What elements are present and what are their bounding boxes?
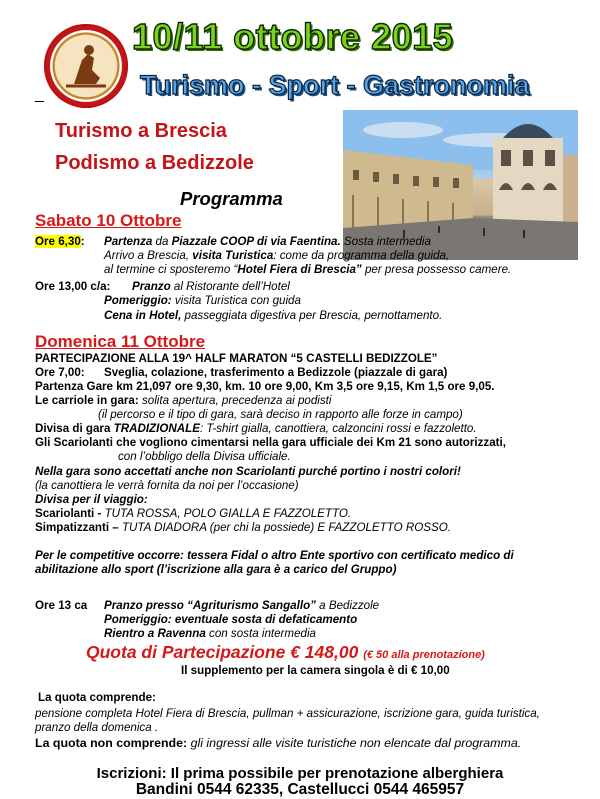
dom-line-4: Le carriole in gara: solita apertura, precedenza ai podisti (35, 394, 332, 407)
excludes-line: La quota non comprende: gli ingressi alle visite turistiche non elencate dal programma. (35, 736, 522, 750)
sabato-row-4: Pranzo al Ristorante dell’Hotel (132, 280, 290, 293)
event-date-title: 10/11 ottobre 2015 (132, 16, 454, 57)
dom-line-16-time: Ore 13 ca (35, 599, 88, 612)
dom-line-2-time: Ore 7,00: (35, 366, 85, 379)
dom-line-14: Per le competitive occorre: tessera Fidal o altro Ente sportivo con certificato medico di (35, 549, 514, 562)
dom-line-3: Partenza Gare km 21,097 ore 9,30, km. 10 ore 9,00, Km 3,5 ore 9,15, Km 1,5 ore 9,05. (35, 380, 495, 393)
programma-heading: Programma (180, 188, 283, 209)
quota-partecipazione: Quota di Partecipazione € 148,00 (€ 50 alla prenotazione) (86, 642, 485, 662)
sabato-row-6: Cena in Hotel, passeggiata digestiva per Brescia, pernottamento. (104, 309, 443, 322)
sabato-row-5: Pomeriggio: visita Turistica con guida (104, 294, 301, 307)
dom-line-17: Pomeriggio: eventuale sosta di defaticamento (104, 613, 358, 626)
dom-line-8: con l’obbligo della Divisa ufficiale. (118, 450, 291, 463)
sabato-row-3: al termine ci sposteremo “Hotel Fiera di Brescia” per presa possesso camere. (104, 263, 512, 276)
dom-line-2: Sveglia, colazione, trasferimento a Bedizzole (piazzale di gara) (104, 366, 448, 379)
logo-emblem-icon (44, 24, 128, 108)
sabato-row-4-time: Ore 13,00 c/a: (35, 280, 111, 293)
dom-line-12: Scariolanti - TUTA ROSSA, POLO GIALLA E FAZZOLETTO. (35, 507, 352, 520)
intro-line-podismo: Podismo a Bedizzole (55, 152, 254, 174)
domenica-heading: Domenica 11 Ottobre (35, 332, 206, 351)
dom-line-15: abilitazione allo sport (l’iscrizione alla gara è a carico del Gruppo) (35, 563, 397, 576)
dom-line-6: Divisa di gara TRADIZIONALE: T-shirt gialla, canottiera, calzoncini rossi e fazzoletto. (35, 422, 477, 435)
footer-contacts: Bandini 0544 62335, Castellucci 0544 465957 (135, 781, 465, 798)
dom-line-18: Rientro a Ravenna con sosta intermedia (104, 627, 316, 640)
dash-mark: _ (35, 86, 44, 103)
dom-line-13: Simpatizzanti – TUTA DIADORA (per chi la possiede) E FAZZOLETTO ROSSO. (35, 521, 451, 534)
quota-deposit-note: (€ 50 alla prenotazione) (363, 649, 485, 661)
dom-line-7: Gli Scariolanti che vogliono cimentarsi nella gara ufficiale dei Km 21 sono autorizzati, (35, 436, 506, 449)
quota-supplement: Il supplemento per la camera singola è di € 10,00 (181, 664, 450, 677)
dom-line-1: PARTECIPAZIONE ALLA 19^ HALF MARATON “5 CASTELLI BEDIZZOLE” (35, 352, 438, 365)
event-subtitle: Turismo - Sport - Gastronomia (140, 70, 530, 100)
sabato-row-1-text: Partenza da Piazzale COOP di via Faentina. Sosta intermedia (104, 235, 431, 248)
dom-line-11: Divisa per il viaggio: (35, 493, 148, 506)
dom-line-16: Pranzo presso “Agriturismo Sangallo” a Bedizzole (104, 599, 380, 612)
dom-line-9: Nella gara sono accettati anche non Scariolanti purché portino i nostri colori! (35, 465, 461, 478)
time-630: Ore 6,30 (35, 235, 81, 248)
dom-line-10: (la canottiera le verrà fornita da noi per l’occasione) (35, 479, 299, 492)
dom-line-5: (il percorso e il tipo di gara, sarà deciso in rapporto alle forze in campo) (98, 408, 463, 421)
gli-scariolanti-logo-icon (44, 24, 128, 108)
sabato-heading: Sabato 10 Ottobre (35, 211, 182, 230)
footer-iscrizioni: Iscrizioni: Il prima possibile per prenotazione alberghiera (96, 765, 504, 782)
sabato-row-1: Ore 6,30: (35, 235, 85, 248)
intro-line-turismo: Turismo a Brescia (55, 120, 227, 142)
includes-title: La quota comprende: (38, 691, 156, 704)
includes-line-2: pranzo della domenica . (35, 721, 159, 734)
sabato-row-2: Arrivo a Brescia, visita Turistica: come da programma della guida, (104, 249, 450, 262)
includes-line-1: pensione completa Hotel Fiera di Brescia, pullman + assicurazione, iscrizione gara, guida turistica, (35, 707, 540, 720)
